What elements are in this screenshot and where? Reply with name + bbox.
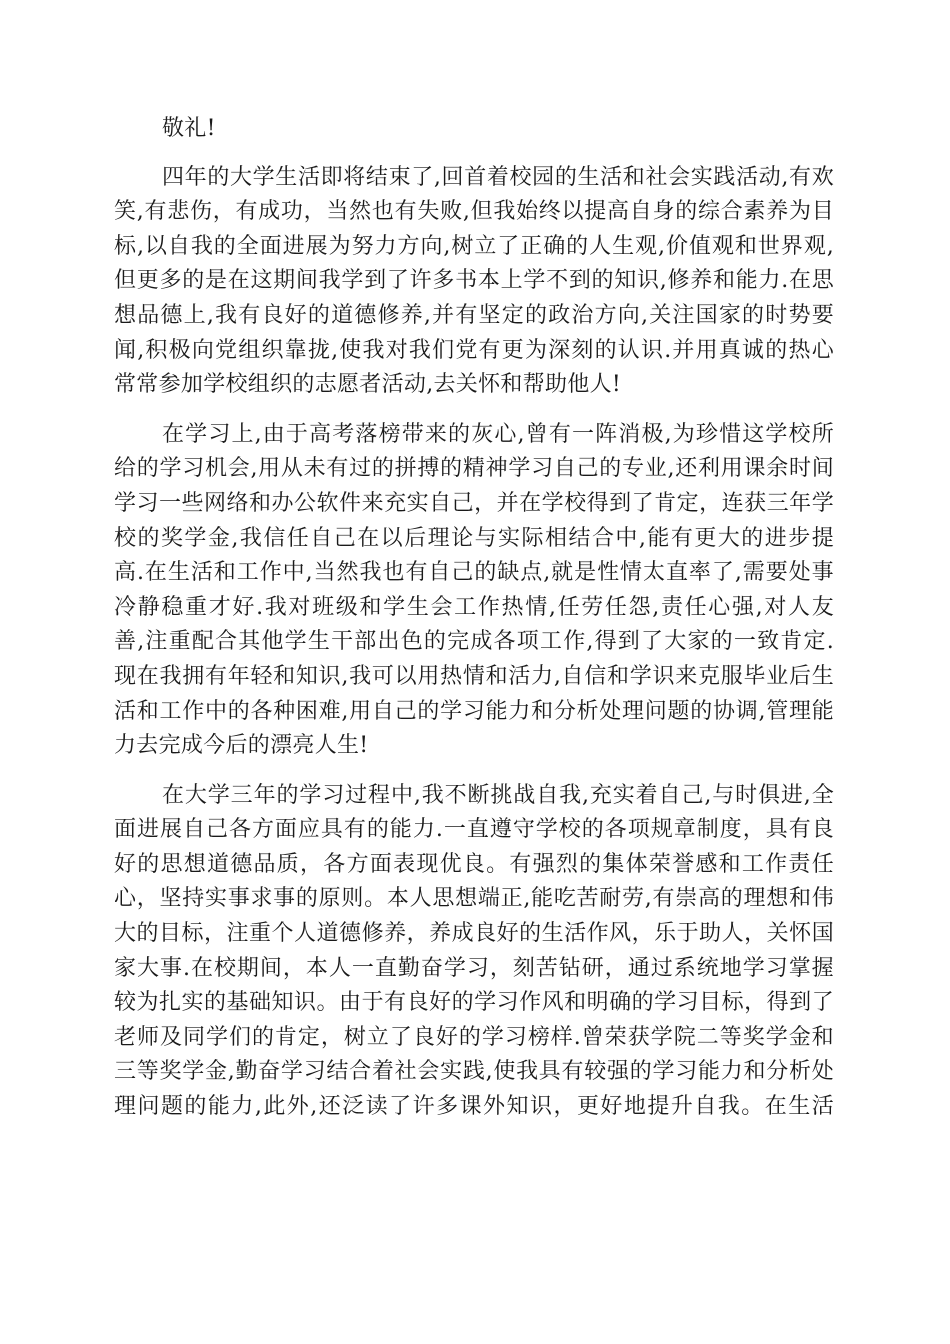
- text-line: 校的奖学金,我信任自己在以后理论与实际相结合中,能有更大的进步提: [114, 525, 834, 551]
- text-line: 老师及同学们的肯定，树立了良好的学习榜样.曾荣获学院二等奖学金和: [114, 1024, 834, 1050]
- text-line: 在学习上,由于高考落榜带来的灰心,曾有一阵消极,为珍惜这学校所: [162, 421, 834, 447]
- text-line: 冷静稳重才好.我对班级和学生会工作热情,任劳任怨,责任心强,对人友: [114, 594, 834, 620]
- paragraph-2: [114, 418, 834, 764]
- text-line: 学习一些网络和办公软件来充实自己，并在学校得到了肯定，连获三年学: [114, 490, 834, 516]
- text-line: 给的学习机会,用从未有过的拼搏的精神学习自己的专业,还利用课余时间: [114, 456, 834, 482]
- text-line: 三等奖学金,勤奋学习结合着社会实践,使我具有较强的学习能力和分析处: [114, 1059, 834, 1085]
- document-body: [114, 112, 834, 1140]
- text-line: 高.在生活和工作中,当然我也有自己的缺点,就是性情太直率了,需要处事: [114, 560, 834, 586]
- text-line: 现在我拥有年轻和知识,我可以用热情和活力,自信和学识来克服毕业后生: [114, 663, 834, 689]
- text-line: 但更多的是在这期间我学到了许多书本上学不到的知识,修养和能力.在思: [114, 268, 834, 294]
- text-line: 标,以自我的全面进展为努力方向,树立了正确的人生观,价值观和世界观,: [114, 233, 834, 259]
- text-line: 常常参加学校组织的志愿者活动,去关怀和帮助他人!: [114, 372, 622, 398]
- text-line: 心，坚持实事求事的原则。本人思想端正,能吃苦耐劳,有崇高的理想和伟: [114, 886, 834, 912]
- text-line: 力去完成今后的漂亮人生!: [114, 733, 369, 759]
- salutation: 敬礼!: [162, 116, 216, 141]
- text-line: 善,注重配合其他学生干部出色的完成各项工作,得到了大家的一致肯定.: [114, 629, 834, 655]
- text-line: 四年的大学生活即将结束了,回首着校园的生活和社会实践活动,有欢: [162, 164, 834, 190]
- text-line: 闻,积极向党组织靠拢,使我对我们党有更为深刻的认识.并用真诚的热心: [114, 337, 834, 363]
- text-line: 笑,有悲伤，有成功，当然也有失败,但我始终以提高自身的综合素养为目: [114, 199, 834, 225]
- text-line: 家大事.在校期间，本人一直勤奋学习，刻苦钻研，通过系统地学习掌握: [114, 955, 834, 981]
- text-line: 面进展自己各方面应具有的能力.一直遵守学校的各项规章制度，具有良: [114, 817, 834, 843]
- text-line: 较为扎实的基础知识。由于有良好的学习作风和明确的学习目标，得到了: [114, 990, 834, 1016]
- text-line: 理问题的能力,此外,还泛读了许多课外知识，更好地提升自我。在生活: [114, 1094, 834, 1120]
- text-line: 在大学三年的学习过程中,我不断挑战自我,充实着自己,与时俱进,全: [162, 782, 834, 808]
- text-line: 好的思想道德品质，各方面表现优良。有强烈的集体荣誉感和工作责任: [114, 851, 834, 877]
- text-line: 想品德上,我有良好的道德修养,并有坚定的政治方向,关注国家的时势要: [114, 302, 834, 328]
- text-line: 大的目标，注重个人道德修养，养成良好的生活作风，乐于助人，关怀国: [114, 921, 834, 947]
- text-line: 活和工作中的各种困难,用自己的学习能力和分析处理问题的协调,管理能: [114, 698, 834, 724]
- paragraph-1: [114, 161, 834, 403]
- paragraph-3: [114, 779, 834, 1125]
